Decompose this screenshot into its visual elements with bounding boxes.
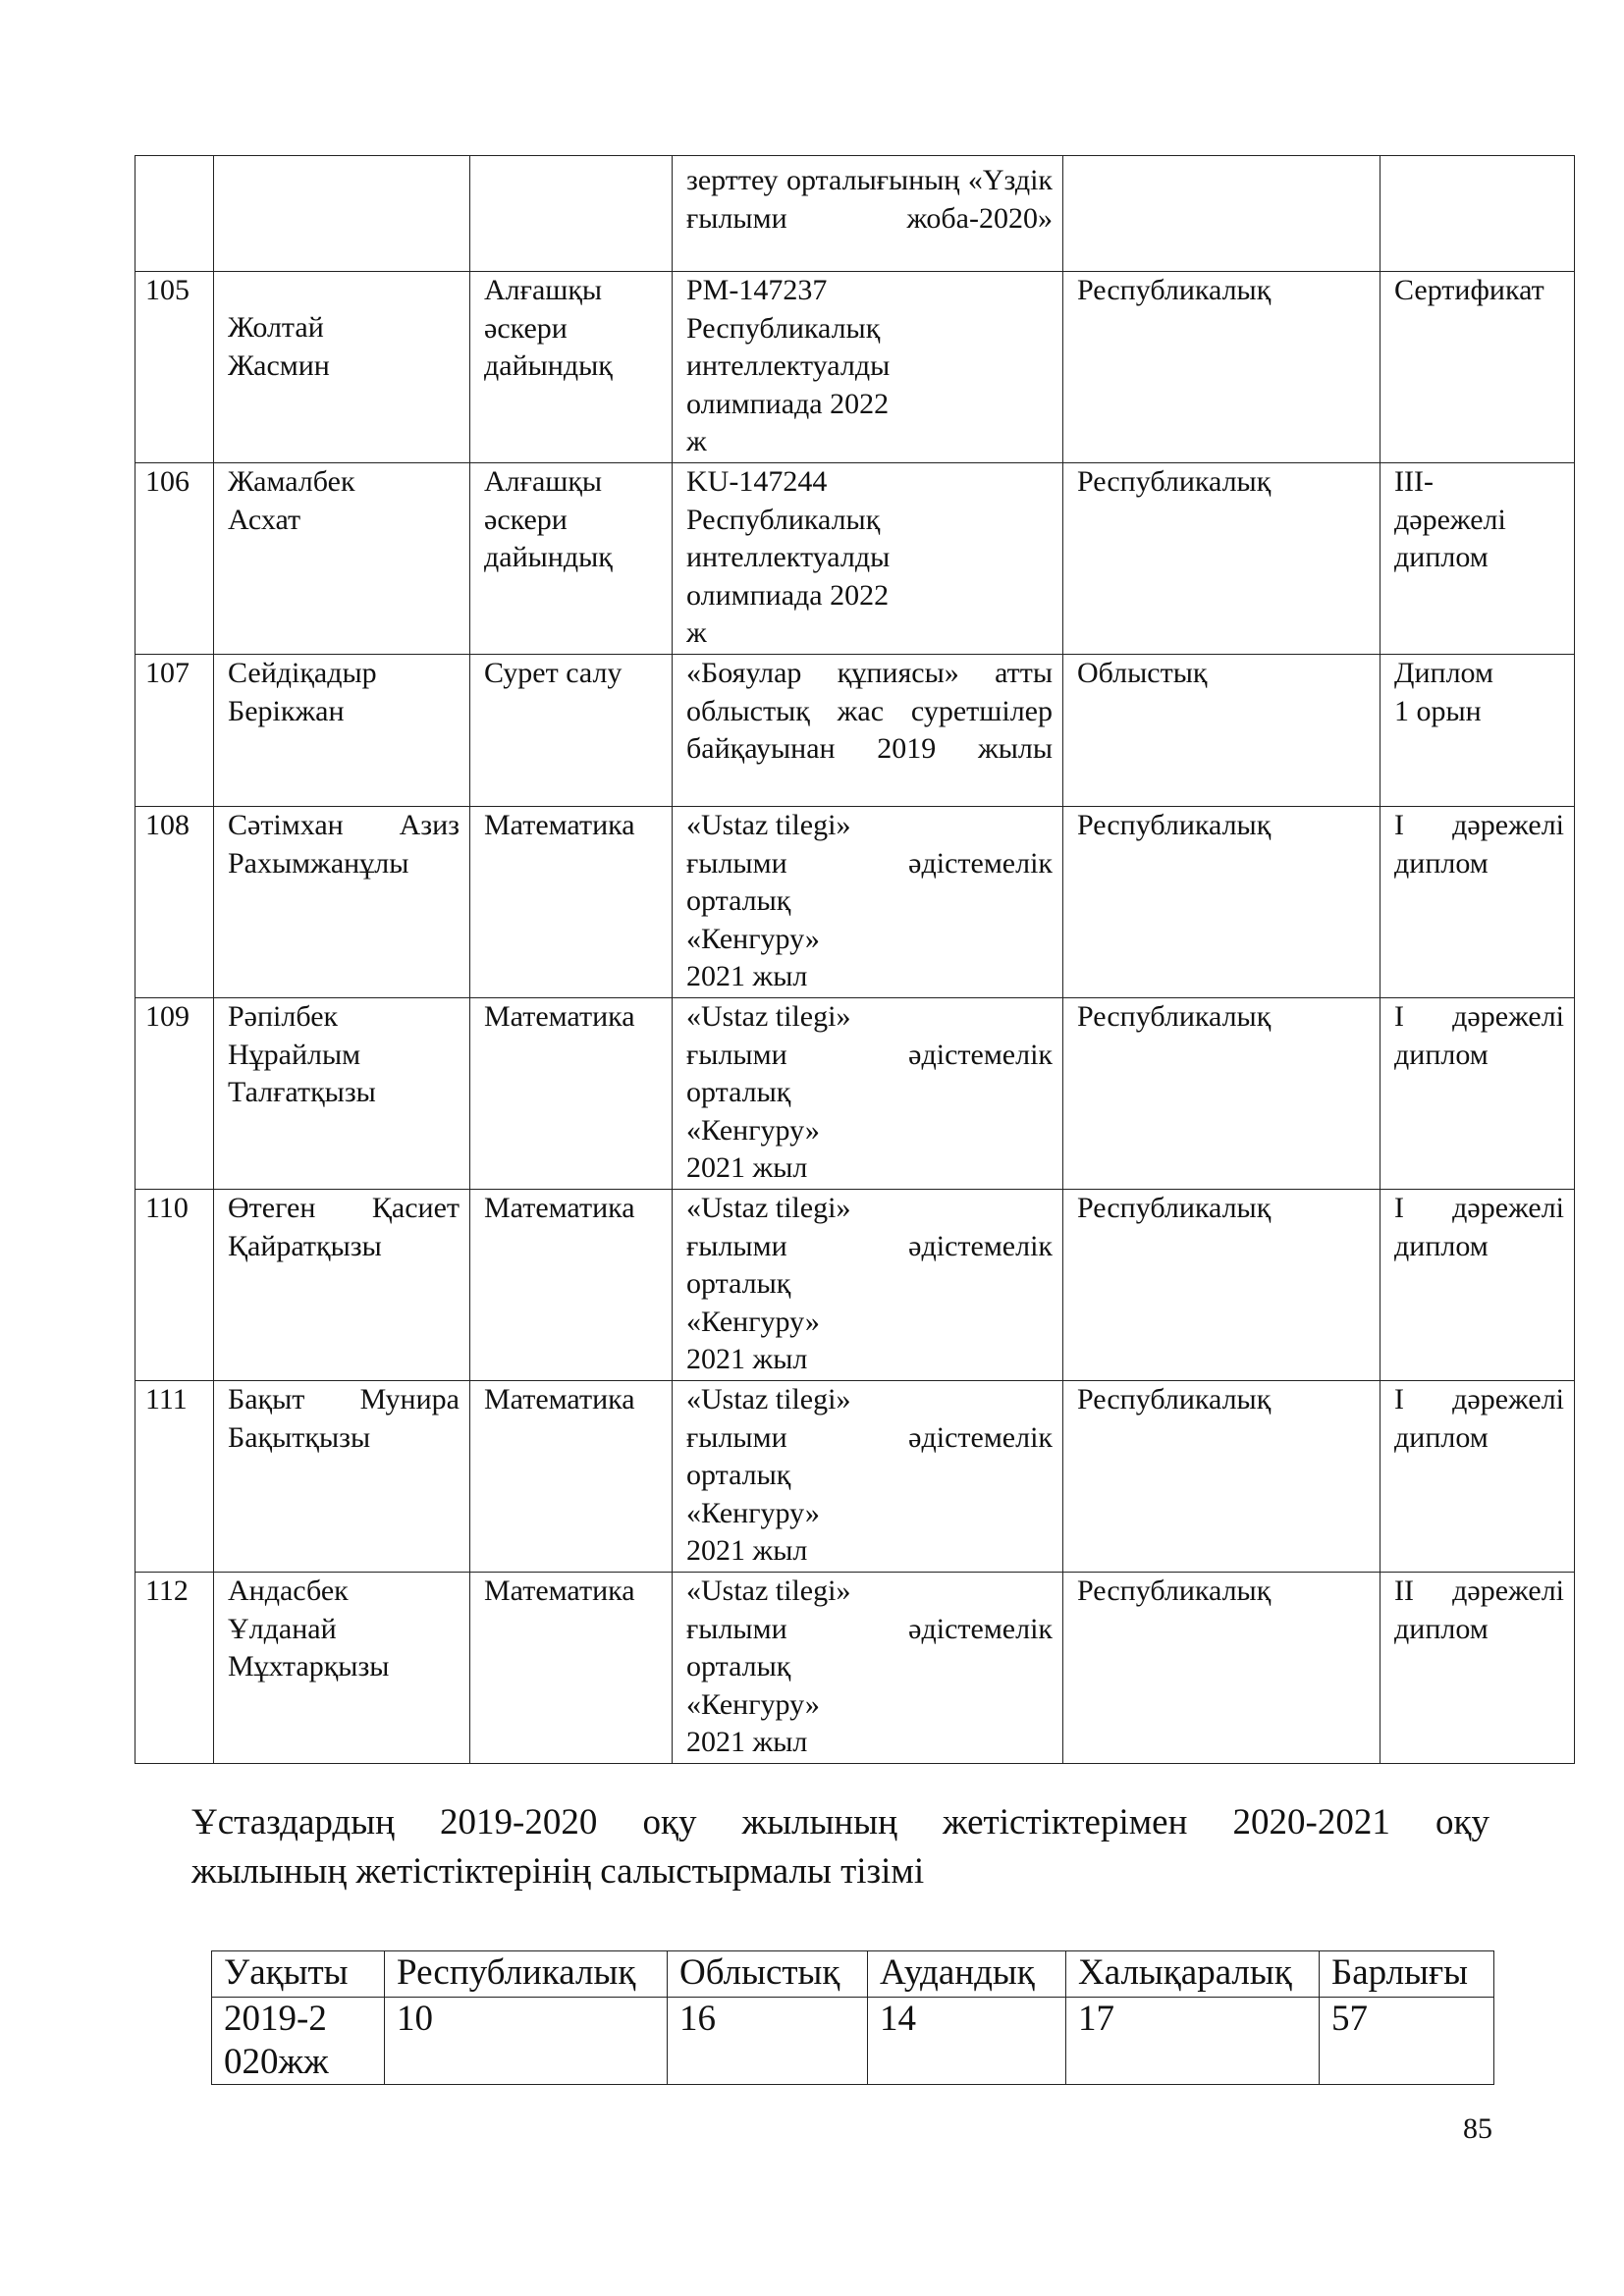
- subject: Алғашқы әскери дайындық: [470, 463, 673, 655]
- award: I дәрежелі диплом: [1380, 1190, 1575, 1381]
- value-cell: 14: [868, 1998, 1066, 2085]
- event-line: ғылыми әдістемелік: [686, 846, 1053, 880]
- page-number: 85: [1463, 2112, 1492, 2145]
- student-name: Рәпілбек Нұрайлым Талғатқызы: [214, 998, 470, 1190]
- row-number: 105: [135, 272, 214, 463]
- event-line: ғылыми әдістемелік: [686, 1038, 1053, 1071]
- award: III-дәрежелі диплом: [1380, 463, 1575, 655]
- table-row: [135, 272, 1575, 463]
- level: Облыстық: [1063, 655, 1380, 807]
- row-number: 108: [135, 807, 214, 998]
- event-line: «Ustaz tilegi»: [686, 1575, 851, 1607]
- student-name: [214, 156, 470, 272]
- row-number: 109: [135, 998, 214, 1190]
- column-header: Халықаралық: [1066, 1951, 1320, 1998]
- subject: Математика: [470, 1190, 673, 1381]
- event-line: 2021 жыл: [686, 1726, 808, 1758]
- heading-line-2: жылының жетістіктерінің салыстырмалы тізімі: [191, 1851, 925, 1892]
- subject: Алғашқы әскери дайындық: [470, 272, 673, 463]
- subject: Математика: [470, 998, 673, 1190]
- level: Республикалық: [1063, 1573, 1380, 1764]
- comparison-row: [212, 1998, 1494, 2085]
- event-line: «Кенгуру»: [686, 1687, 820, 1721]
- student-name: Бақыт Мунира Бақытқызы: [214, 1381, 470, 1573]
- level: Республикалық: [1063, 998, 1380, 1190]
- subject: Математика: [470, 1381, 673, 1573]
- award: I дәрежелі диплом: [1380, 1381, 1575, 1573]
- value-cell: 10: [385, 1998, 668, 2085]
- award: I дәрежелі диплом: [1380, 998, 1575, 1190]
- table-row: [135, 156, 1575, 272]
- award: [1380, 156, 1575, 272]
- level: Республикалық: [1063, 807, 1380, 998]
- event-line: орталық: [686, 1650, 791, 1682]
- subject: Сурет салу: [470, 655, 673, 807]
- event-line: 2021 жыл: [686, 1151, 808, 1184]
- event-line: 2021 жыл: [686, 960, 808, 992]
- event: РМ-147237 Республикалық интеллектуалды олимпиада 2022 ж: [673, 272, 1063, 463]
- event: KU-147244 Республикалық интеллектуалды олимпиада 2022 ж: [673, 463, 1063, 655]
- column-header: Барлығы: [1320, 1951, 1494, 1998]
- table-row: [135, 1190, 1575, 1381]
- table-row: [135, 1573, 1575, 1764]
- event-line: «Ustaz tilegi»: [686, 1192, 851, 1224]
- student-name: Андасбек Ұлданай Мұхтарқызы: [214, 1573, 470, 1764]
- table-row: [135, 998, 1575, 1190]
- student-name: Жамалбек Асхат: [214, 463, 470, 655]
- award: Диплом 1 орын: [1380, 655, 1575, 807]
- level: Республикалық: [1063, 463, 1380, 655]
- level: Республикалық: [1063, 1190, 1380, 1381]
- event-line: ғылыми әдістемелік: [686, 1420, 1053, 1454]
- student-name: Сейдіқадыр Берікжан: [214, 655, 470, 807]
- value-cell: 17: [1066, 1998, 1320, 2085]
- row-number: 106: [135, 463, 214, 655]
- award: II дәрежелі диплом: [1380, 1573, 1575, 1764]
- table-row: [135, 463, 1575, 655]
- row-number: 111: [135, 1381, 214, 1573]
- event-line: «Ustaz tilegi»: [686, 809, 851, 841]
- period-cell: 2019-2020жж: [212, 1998, 385, 2085]
- row-number: 112: [135, 1573, 214, 1764]
- column-header: Аудандық: [868, 1951, 1066, 1998]
- event-line: орталық: [686, 1076, 791, 1108]
- event: [673, 998, 1063, 1190]
- column-header: Облыстық: [668, 1951, 868, 1998]
- column-header: Республикалық: [385, 1951, 668, 1998]
- event-line: ғылыми әдістемелік: [686, 1612, 1053, 1645]
- value-cell: 16: [668, 1998, 868, 2085]
- event-line: «Ustaz tilegi»: [686, 1383, 851, 1415]
- award: I дәрежелі диплом: [1380, 807, 1575, 998]
- row-number: 107: [135, 655, 214, 807]
- level: Республикалық: [1063, 1381, 1380, 1573]
- event: [673, 807, 1063, 998]
- student-name: Сәтімхан Азиз Рахымжанұлы: [214, 807, 470, 998]
- event: «Бояулар құпиясы» атты облыстық жас суретшілер байқауынан 2019 жылы: [673, 655, 1063, 807]
- event-line: «Кенгуру»: [686, 1496, 820, 1529]
- event-line: 2021 жыл: [686, 1534, 808, 1567]
- student-name: Жолтай Жасмин: [214, 272, 470, 463]
- event-line: орталық: [686, 884, 791, 917]
- section-heading: [191, 1798, 1489, 1896]
- event-line: ғылыми әдістемелік: [686, 1229, 1053, 1262]
- event: зерттеу орталығының «Үздік ғылыми жоба-2020»: [673, 156, 1063, 272]
- subject: [470, 156, 673, 272]
- event-line: орталық: [686, 1267, 791, 1300]
- comparison-header-row: [212, 1951, 1494, 1998]
- value-cell: 57: [1320, 1998, 1494, 2085]
- row-number: 110: [135, 1190, 214, 1381]
- event-line: «Кенгуру»: [686, 1113, 820, 1147]
- subject: Математика: [470, 807, 673, 998]
- event-line: «Кенгуру»: [686, 1305, 820, 1338]
- event: [673, 1573, 1063, 1764]
- row-number: [135, 156, 214, 272]
- column-header: Уақыты: [212, 1951, 385, 1998]
- heading-line-1: Ұстаздардың 2019-2020 оқу жылының жетістіктерімен 2020-2021 оқу: [191, 1802, 1489, 1842]
- event-line: орталық: [686, 1459, 791, 1491]
- level: [1063, 156, 1380, 272]
- event-line: «Ustaz tilegi»: [686, 1000, 851, 1033]
- table-row: [135, 1381, 1575, 1573]
- student-name: Өтеген Қасиет Қайратқызы: [214, 1190, 470, 1381]
- achievements-table: [135, 155, 1575, 1764]
- event-line: 2021 жыл: [686, 1343, 808, 1375]
- level: Республикалық: [1063, 272, 1380, 463]
- event: [673, 1381, 1063, 1573]
- event: [673, 1190, 1063, 1381]
- subject: Математика: [470, 1573, 673, 1764]
- table-row: [135, 655, 1575, 807]
- table-row: [135, 807, 1575, 998]
- comparison-table: [211, 1950, 1494, 2085]
- award: Сертификат: [1380, 272, 1575, 463]
- event-line: «Кенгуру»: [686, 922, 820, 955]
